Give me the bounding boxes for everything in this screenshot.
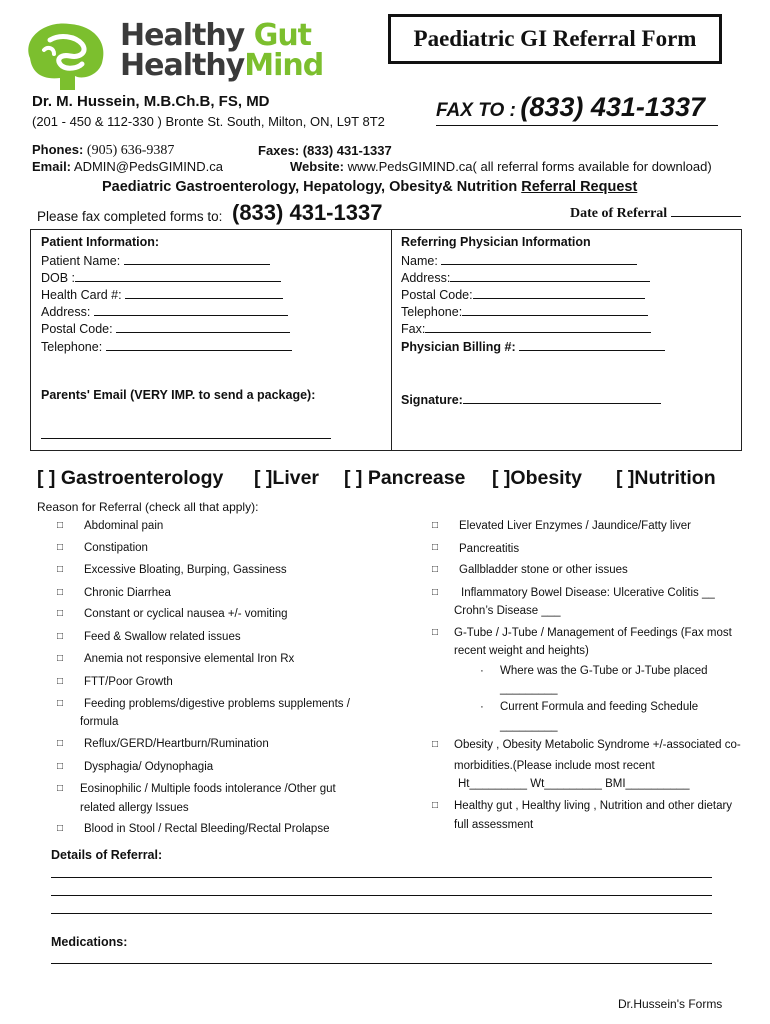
parents-email-label: Parents' Email (VERY IMP. to send a package): [41, 388, 316, 402]
faxes: Faxes: (833) 431-1337 [258, 143, 392, 158]
physician-name-field[interactable]: Name: [401, 252, 637, 268]
physician-fax-field[interactable]: Fax: [401, 320, 651, 336]
checkbox-icon[interactable]: □ [57, 823, 64, 834]
reason-pancreatitis: Pancreatitis [459, 543, 520, 555]
info-box-divider [391, 229, 392, 451]
reason-current-formula: Current Formula and feeding Schedule [500, 701, 699, 713]
reason-chronic-diarrhea: Chronic Diarrhea [84, 587, 171, 599]
checkbox-icon[interactable]: □ [432, 587, 439, 598]
reason-gallbladder: Gallbladder stone or other issues [459, 564, 628, 576]
patient-heading: Patient Information: [41, 235, 160, 249]
reason-heading: Reason for Referral (check all that apply): [37, 500, 259, 514]
reason-abdominal-pain: Abdominal pain [84, 520, 164, 532]
fax-to-number: (833) 431-1337 [520, 92, 705, 122]
g-tube-placed-field[interactable]: _________ [500, 683, 558, 695]
logo-mark [20, 18, 115, 93]
email: Email: ADMIN@PedsGIMIND.ca [32, 159, 223, 174]
reason-nausea: Constant or cyclical nausea +/- vomiting [84, 608, 288, 620]
checkbox-icon[interactable]: □ [432, 627, 439, 638]
reason-healthy-gut: Healthy gut , Healthy living , Nutrition and other dietary [454, 800, 733, 812]
footer: Dr.Hussein's Forms [618, 997, 723, 1011]
date-of-referral: Date of Referral [570, 204, 741, 222]
website: Website: www.PedsGIMIND.ca( all referral forms available for download) [290, 159, 712, 174]
checkbox-icon[interactable]: □ [57, 653, 64, 664]
parents-email-field[interactable] [41, 438, 331, 439]
details-label: Details of Referral: [51, 848, 163, 862]
reason-liver-enzymes: Elevated Liver Enzymes / Jaundice/Fatty liver [459, 520, 692, 532]
logo-text-line1: Healthy Gut [120, 18, 312, 53]
category-nutrition[interactable]: [ ]Nutrition [616, 467, 716, 489]
fax-to-underline [436, 125, 718, 126]
reason-g-tube-cont: recent weight and heights) [454, 645, 589, 657]
checkbox-icon[interactable]: □ [57, 608, 64, 619]
patient-address-field[interactable]: Address: [41, 303, 288, 319]
checkbox-icon[interactable]: □ [57, 783, 64, 794]
category-obesity[interactable]: [ ]Obesity [492, 467, 582, 489]
checkbox-icon[interactable]: □ [432, 800, 439, 811]
doctor-address: (201 - 450 & 112-330 ) Bronte St. South, Milton, ON, L9T 8T2 [32, 114, 385, 129]
reason-feed-swallow: Feed & Swallow related issues [84, 631, 241, 643]
subtitle: Paediatric Gastroenterology, Hepatology, Obesity& Nutrition Referral Request [102, 179, 638, 195]
reason-obesity: Obesity , Obesity Metabolic Syndrome +/-associated co- [454, 739, 741, 751]
patient-dob-field[interactable]: DOB : [41, 269, 281, 285]
reason-blood-in-stool: Blood in Stool / Rectal Bleeding/Rectal Prolapse [84, 823, 330, 835]
checkbox-icon[interactable]: □ [57, 738, 64, 749]
checkbox-icon[interactable]: □ [57, 761, 64, 772]
current-formula-field[interactable]: _________ [500, 720, 558, 732]
reason-bloating: Excessive Bloating, Burping, Gassiness [84, 564, 287, 576]
details-line[interactable] [51, 877, 712, 878]
fax-instruction-label: Please fax completed forms to: [37, 209, 223, 224]
checkbox-icon[interactable]: □ [57, 631, 64, 642]
signature-field[interactable]: Signature: [401, 391, 661, 407]
details-line[interactable] [51, 913, 712, 914]
category-pancrease[interactable]: [ ] Pancrease [344, 467, 466, 489]
form-title: Paediatric GI Referral Form [388, 14, 722, 64]
ht-wt-bmi-fields[interactable]: Ht_________ Wt_________ BMI__________ [458, 778, 690, 790]
reason-reflux: Reflux/GERD/Heartburn/Rumination [84, 738, 269, 750]
bullet-icon: · [480, 701, 484, 713]
reason-eosinophilic: Eosinophilic / Multiple foods intolerance /Other gut [80, 783, 336, 795]
bullet-icon: · [480, 665, 484, 677]
checkbox-icon[interactable]: □ [57, 520, 64, 531]
physician-address-field[interactable]: Address: [401, 269, 650, 285]
logo-text-line2: HealthyMind [120, 48, 324, 83]
medications-line[interactable] [51, 963, 712, 964]
physician-heading: Referring Physician Information [401, 235, 591, 249]
patient-name-field[interactable]: Patient Name: [41, 252, 270, 268]
checkbox-icon[interactable]: □ [57, 564, 64, 575]
date-field[interactable] [671, 204, 741, 217]
medications-label: Medications: [51, 935, 128, 949]
physician-postal-code-field[interactable]: Postal Code: [401, 286, 645, 302]
patient-telephone-field[interactable]: Telephone: [41, 338, 292, 354]
reason-feeding-problems-cont: formula [80, 716, 119, 728]
reason-crohns: Crohn’s Disease ___ [454, 605, 561, 617]
reason-constipation: Constipation [84, 542, 148, 554]
doctor-name: Dr. M. Hussein, M.B.Ch.B, FS, MD [32, 93, 270, 110]
category-gastroenterology[interactable]: [ ] Gastroenterology [37, 467, 224, 489]
reason-ibd: Inflammatory Bowel Disease: Ulcerative Colitis __ [461, 587, 715, 599]
reason-ftt: FTT/Poor Growth [84, 676, 173, 688]
checkbox-icon[interactable]: □ [57, 587, 64, 598]
reason-anemia: Anemia not responsive elemental Iron Rx [84, 653, 295, 665]
phones: Phones: (905) 636-9387 [32, 142, 175, 158]
category-liver[interactable]: [ ]Liver [254, 467, 320, 489]
reason-obesity-cont: morbidities.(Please include most recent [454, 760, 655, 772]
checkbox-icon[interactable]: □ [57, 676, 64, 687]
reason-dysphagia: Dysphagia/ Odynophagia [84, 761, 214, 773]
checkbox-icon[interactable]: □ [432, 739, 439, 750]
reason-healthy-gut-cont: full assessment [454, 819, 534, 831]
reason-eosinophilic-cont: related allergy Issues [80, 802, 189, 814]
reason-g-tube-placed: Where was the G-Tube or J-Tube placed [500, 665, 708, 677]
patient-postal-code-field[interactable]: Postal Code: [41, 320, 290, 336]
checkbox-icon[interactable]: □ [57, 698, 64, 709]
physician-telephone-field[interactable]: Telephone: [401, 303, 648, 319]
fax-to-label: FAX TO : [436, 100, 516, 121]
reason-g-tube: G-Tube / J-Tube / Management of Feedings (Fax most [454, 627, 732, 639]
details-line[interactable] [51, 895, 712, 896]
checkbox-icon[interactable]: □ [432, 520, 439, 531]
checkbox-icon[interactable]: □ [432, 542, 439, 553]
reason-feeding-problems: Feeding problems/digestive problems supplements / [84, 698, 350, 710]
physician-billing-field[interactable]: Physician Billing #: [401, 338, 665, 354]
fax-to [436, 92, 705, 123]
checkbox-icon[interactable]: □ [432, 564, 439, 575]
fax-instruction-number: (833) 431-1337 [232, 200, 383, 225]
checkbox-icon[interactable]: □ [57, 542, 64, 553]
patient-health-card-field[interactable]: Health Card #: [41, 286, 283, 302]
